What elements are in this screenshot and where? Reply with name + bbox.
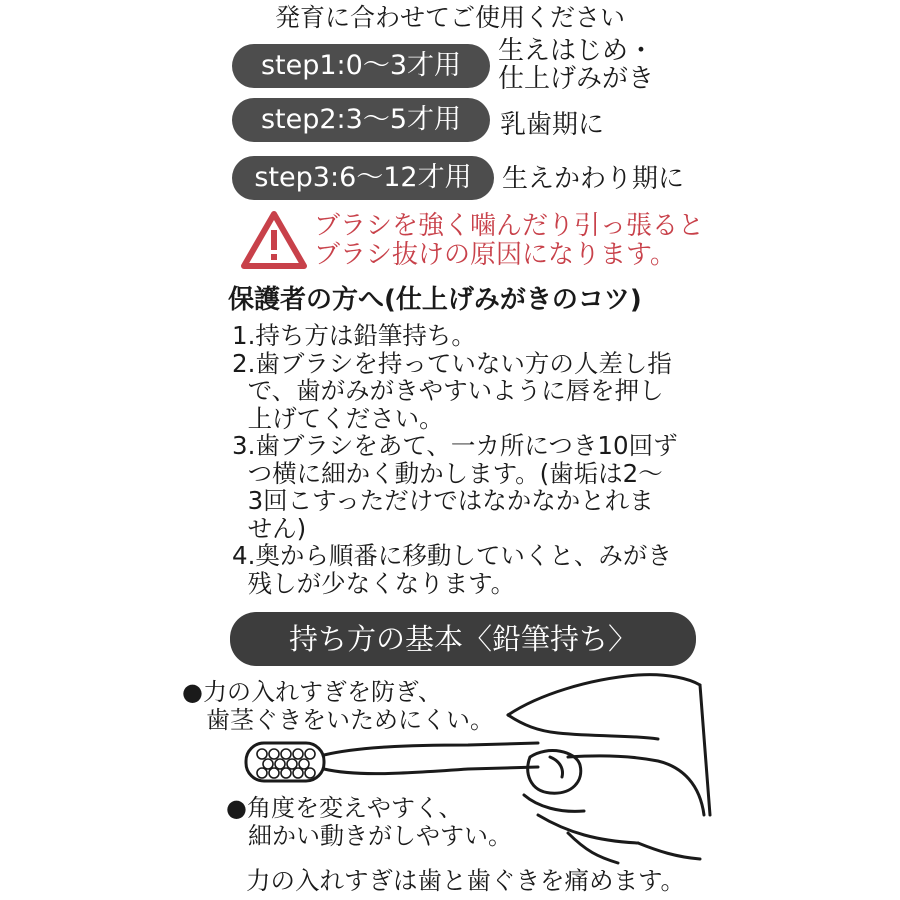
step2-desc: 乳歯期に	[500, 110, 605, 140]
step1-desc-line1: 生えはじめ・	[498, 36, 655, 66]
step3-desc: 生えかわり期に	[502, 164, 685, 194]
note2-line1: ●角度を変えやすく、	[226, 794, 463, 822]
note1-line2: 歯茎ぐきをいためにくい。	[206, 706, 494, 734]
tip-line: 4.奥から順番に移動していくと、みがき	[232, 541, 672, 570]
tip-line: で、歯がみがきやすいように唇を押し	[232, 376, 664, 405]
warning-triangle-icon	[240, 210, 308, 270]
tip-line: つ横に細かく動かします。(歯垢は2〜	[232, 458, 663, 488]
tip-line: せん)	[232, 513, 307, 543]
note1-line1: ●力の入れすぎを防ぎ、	[182, 678, 442, 706]
step2-badge: step2:3〜5才用	[232, 98, 490, 142]
step3-badge: step3:6〜12才用	[232, 156, 494, 200]
bottom-caution: 力の入れすぎは歯と歯ぐきを痛めます。	[246, 866, 686, 895]
guardian-heading: 保護者の方へ(仕上げみがきのコツ)	[228, 285, 642, 315]
step1-desc-line2: 仕上げみがき	[498, 64, 655, 94]
tip-line: 上げてください。	[232, 403, 444, 433]
tip-line: 3.歯ブラシをあて、一カ所につき10回ず	[232, 431, 678, 460]
note2-line2: 細かい動きがしやすい。	[248, 822, 512, 850]
holding-basics-banner: 持ち方の基本〈鉛筆持ち〉	[230, 612, 696, 666]
warning-line1: ブラシを強く噛んだり引っ張ると	[314, 211, 705, 241]
tip-line: 残しが少なくなります。	[232, 568, 516, 598]
warning-line2: ブラシ抜けの原因になります。	[314, 240, 676, 270]
guardian-tips	[232, 322, 678, 597]
page-title: 発育に合わせてご使用ください	[274, 3, 625, 32]
tip-line: 1.持ち方は鉛筆持ち。	[232, 321, 476, 350]
step1-badge: step1:0〜3才用	[232, 44, 490, 88]
tip-line: 3回こすっただけではなかなかとれま	[232, 486, 654, 515]
tip-line: 2.歯ブラシを持っていない方の人差し指	[232, 348, 672, 378]
